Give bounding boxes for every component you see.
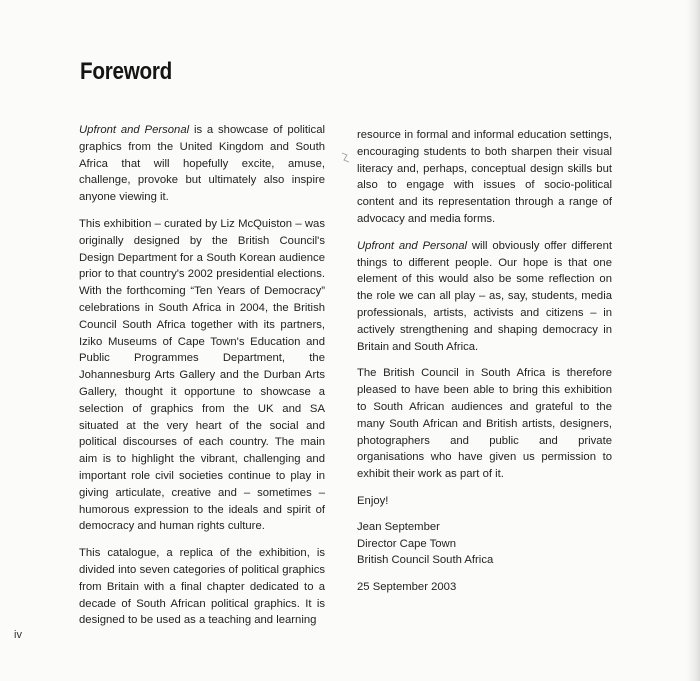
exhibition-history-paragraph: This exhibition – curated by Liz McQuiston – was originally designed by the British Council's Design Department for a South Korean audience prior to that country's 2002 presidential elections. With the forthcoming “Ten Years of Democracy” celebrations in South Africa in 2004, the British Council South Africa together with its partners, Iziko Museums of Cape Town's Education and Public Programmes Department, the Johannesburg Arts Gallery and the Durban Arts Gallery, thought it opportune to showcase a selection of graphics from the UK and SA situated at the very heart of the social and political discourses of each country. The main aim is to highlight the vibrant, challenging and important role civil societies continue to play in giving articulate, creative and – sometimes – humorous expression to the ideals and spirit of democracy and human rights culture. xyxy=(79,217,325,533)
handwritten-mark-icon xyxy=(340,150,352,164)
page-fold-shadow xyxy=(686,0,700,681)
intro-paragraph xyxy=(79,122,325,206)
date-line: 25 September 2003 xyxy=(357,581,457,594)
education-paragraph: resource in formal and informal education settings, encouraging students to both sharpen their visual literacy and, perhaps, conceptual design skills but also to engage with issues of socio-political content and its representation through a range of advocacy and media forms. xyxy=(357,129,612,225)
hope-text: will obviously offer different things to different people. Our hope is that one element of this would also be some reflection on the role we can all play – as, say, students, media professionals, artists, activists and citizens – in actively strengthening and shaping democracy in Britain and South Africa. xyxy=(357,239,612,353)
signatory-position: Director Cape Town xyxy=(357,537,456,550)
closing-line: Enjoy! xyxy=(357,494,389,507)
right-column xyxy=(357,127,612,606)
intro-text: is a showcase of political graphics from the United Kingdom and South Africa that will hopefully excite, amuse, challenge, provoke but ultimately also inspire anyone viewing it. xyxy=(79,124,325,204)
page-number: iv xyxy=(14,629,22,641)
exhibition-title-2: Upfront and Personal xyxy=(357,239,468,252)
signature-block xyxy=(357,519,612,569)
thanks-paragraph: The British Council in South Africa is therefore pleased to have been able to bring this exhibition to South African audiences and grateful to the many South African and British artists, designers, photographers and public and private organisations who have given us permission to exhibit their work as part of it. xyxy=(357,367,612,481)
left-column xyxy=(79,122,325,639)
page-title: Foreword xyxy=(80,58,172,85)
catalogue-paragraph: This catalogue, a replica of the exhibition, is divided into seven categories of political graphics from Britain with a final chapter dedicated to a decade of South African political graphics. It is designed to be used as a teaching and learning xyxy=(79,547,325,627)
signatory-name: Jean September xyxy=(357,520,440,533)
signatory-organisation: British Council South Africa xyxy=(357,554,494,567)
hope-paragraph xyxy=(357,238,612,356)
exhibition-title: Upfront and Personal xyxy=(79,124,190,136)
